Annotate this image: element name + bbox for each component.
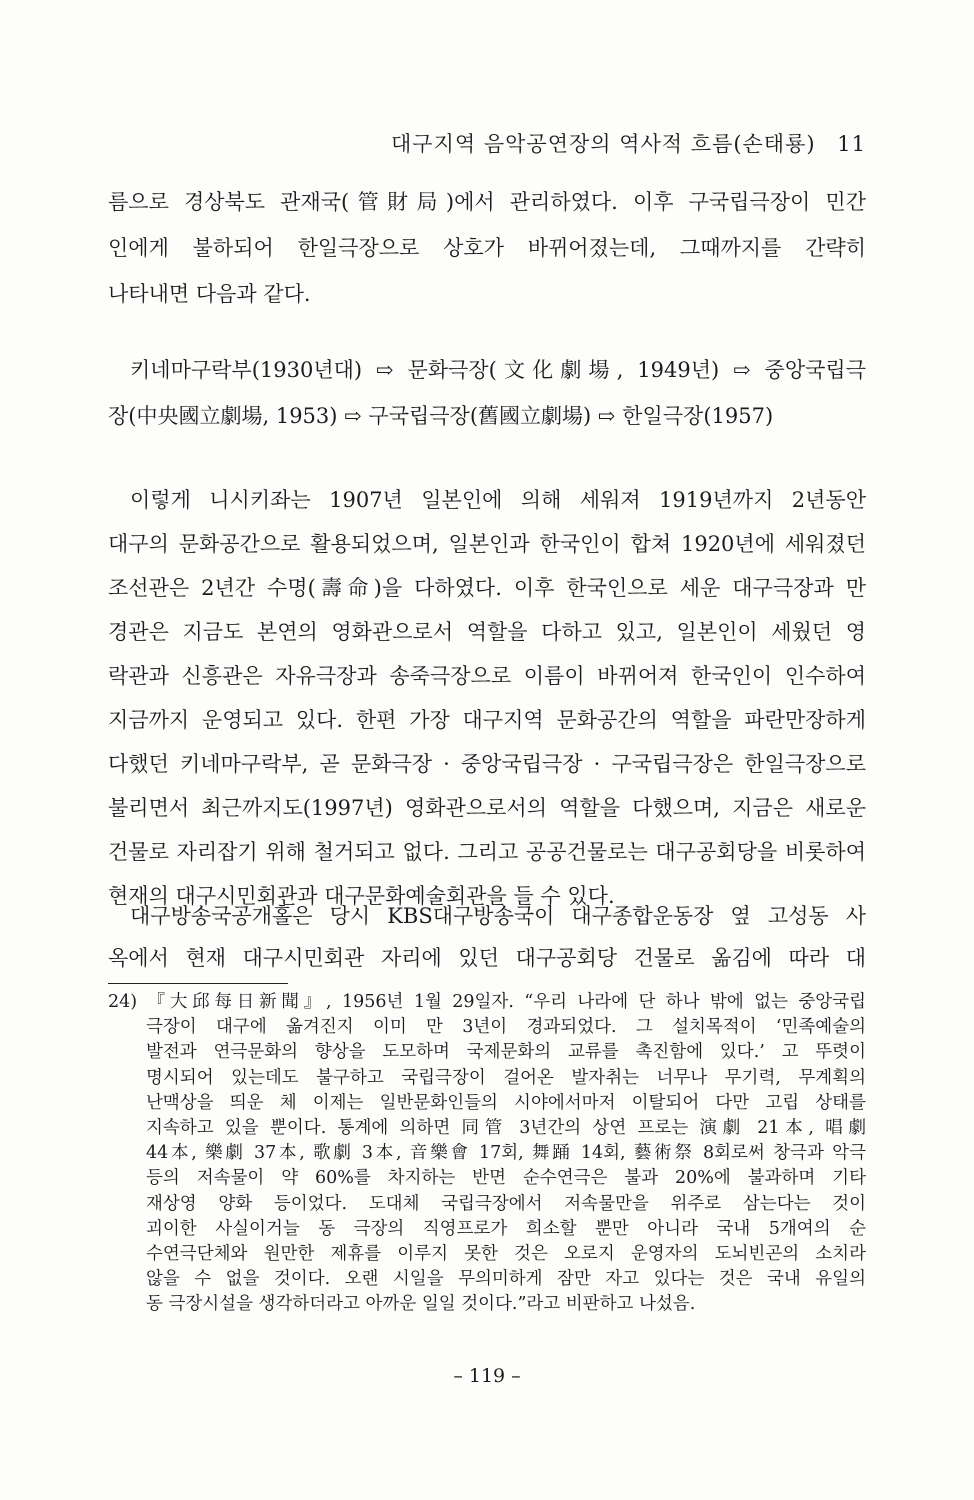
footnote-line: 44本, 樂劇 37本, 歌劇 3本, 音樂會 17회, 舞踊 14회, 藝術祭 8회로써 창극과 악극 bbox=[146, 1143, 866, 1164]
text-line: 인에게 불하되어 한일극장으로 상호가 바뀌어졌는데, 그때까지를 간략히 bbox=[108, 236, 866, 260]
text-line: 다했던 키네마구락부, 곧 문화극장 · 중앙국립극장 · 구국립극장은 한일극장으로 bbox=[108, 752, 866, 776]
footnote-text: 『大邱每日新聞』, 1956년 1월 29일자. “우리 나라에 단 하나 밖에 없는 중앙국립 bbox=[147, 992, 866, 1012]
text-line: 대구방송국공개홀은 당시 KBS대구방송국이 대구종합운동장 옆 고성동 사 bbox=[130, 904, 866, 928]
footnote-line bbox=[108, 990, 866, 1015]
text-line: 불리면서 최근까지도(1997년) 영화관으로서의 역할을 다했으며, 지금은 새로운 bbox=[108, 796, 866, 820]
footnote-marker: 24) bbox=[108, 992, 138, 1012]
text-line: 장(中央國立劇場, 1953) ⇨ 구국립극장(舊國立劇場) ⇨ 한일극장(1957) bbox=[108, 404, 774, 428]
footnote-line: 난맥상을 띄운 체 이제는 일반문화인들의 시야에서마저 이탈되어 다만 고립 상태를 bbox=[146, 1092, 866, 1113]
footnote-24 bbox=[108, 990, 866, 1317]
text-line: 건물로 자리잡기 위해 철거되고 없다. 그리고 공공건물로는 대구공회당을 비롯하여 bbox=[108, 840, 866, 864]
footnote-line: 않을 수 없을 것이다. 오랜 시일을 무의미하게 잠만 자고 있다는 것은 국내 유일의 bbox=[146, 1269, 866, 1290]
text-line: 옥에서 현재 대구시민회관 자리에 있던 대구공회당 건물로 옮김에 따라 대 bbox=[108, 946, 866, 970]
paragraph-2 bbox=[108, 484, 866, 912]
footnote-line: 발전과 연극문화의 향상을 도모하며 국제문화의 교류를 촉진함에 있다.’ 고 뚜렷이 bbox=[146, 1042, 866, 1063]
text-line: 경관은 지금도 본연의 영화관으로서 역할을 다하고 있고, 일본인이 세웠던 영 bbox=[108, 620, 866, 644]
text-line: 나타내면 다음과 같다. bbox=[108, 282, 311, 306]
footnote-line: 괴이한 사실이거늘 동 극장의 직영프로가 희소할 뿐만 아니라 국내 5개여의 순 bbox=[146, 1218, 866, 1239]
text-line: 이렇게 니시키좌는 1907년 일본인에 의해 세워져 1919년까지 2년동안 bbox=[130, 488, 866, 512]
theatre-name-chain bbox=[108, 354, 866, 432]
footnote-separator bbox=[108, 983, 288, 984]
text-line: 대구의 문화공간으로 활용되었으며, 일본인과 한국인이 합쳐 1920년에 세워졌던 bbox=[108, 532, 866, 556]
page-number: – 119 – bbox=[453, 1365, 521, 1387]
paragraph-1 bbox=[108, 186, 866, 310]
running-header bbox=[391, 128, 866, 158]
footnote-line: 재상영 양화 등이었다. 도대체 국립극장에서 저속물만을 위주로 삼는다는 것이 bbox=[146, 1193, 866, 1214]
footnote-line: 수연극단체와 원만한 제휴를 이루지 못한 것은 오로지 운영자의 도뇌빈곤의 소치라 bbox=[146, 1243, 866, 1264]
footnote-line: 명시되어 있는데도 불구하고 국립극장이 걸어온 발자취는 너무나 무기력, 무계획의 bbox=[146, 1067, 866, 1088]
paragraph-3 bbox=[108, 900, 866, 974]
text-line: 조선관은 2년간 수명(壽命)을 다하였다. 이후 한국인으로 세운 대구극장과 만 bbox=[108, 576, 866, 600]
footnote-line: 지속하고 있을 뿐이다. 통계에 의하면 同管 3년간의 상연 프로는 演劇 21本, 唱劇 bbox=[146, 1117, 866, 1138]
text-line: 현재의 대구시민회관과 대구문화예술회관을 들 수 있다. bbox=[108, 884, 615, 908]
footnote-line: 등의 저속물이 약 60%를 차지하는 반면 순수연극은 불과 20%에 불과하며 기타 bbox=[146, 1168, 866, 1189]
header-page-number: 11 bbox=[837, 132, 866, 156]
text-line: 지금까지 운영되고 있다. 한편 가장 대구지역 문화공간의 역할을 파란만장하게 bbox=[108, 708, 866, 732]
text-line: 락관과 신흥관은 자유극장과 송죽극장으로 이름이 바뀌어져 한국인이 인수하여 bbox=[108, 664, 866, 688]
text-line: 름으로 경상북도 관재국(管財局)에서 관리하였다. 이후 구국립극장이 민간 bbox=[108, 190, 866, 214]
footnote-line: 동 극장시설을 생각하더라고 아까운 일일 것이다.”라고 비판하고 나섰음. bbox=[146, 1294, 696, 1315]
footnote-line: 극장이 대구에 옮겨진지 이미 만 3년이 경과되었다. 그 설치목적이 ‘민족예술의 bbox=[146, 1017, 866, 1038]
text-line: 키네마구락부(1930년대) ⇨ 문화극장(文化劇場, 1949년) ⇨ 중앙국립극 bbox=[130, 358, 866, 382]
running-title: 대구지역 음악공연장의 역사적 흐름(손태룡) bbox=[391, 132, 816, 156]
